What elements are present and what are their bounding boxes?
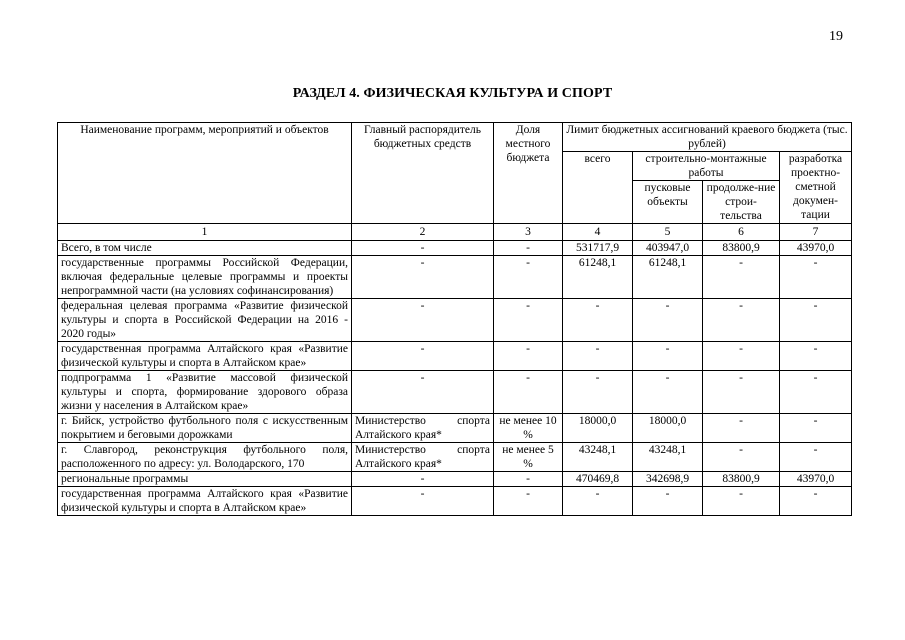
row-local-share: - [494, 371, 563, 414]
row-startup: 403947,0 [633, 241, 703, 256]
row-design: - [780, 371, 852, 414]
row-manager: - [352, 241, 494, 256]
row-startup: 342698,9 [633, 472, 703, 487]
header-local-share: Доля местного бюджета [494, 123, 563, 224]
row-design: 43970,0 [780, 241, 852, 256]
column-number: 2 [352, 224, 494, 241]
row-total: 531717,9 [563, 241, 633, 256]
table-row [58, 472, 852, 487]
row-design: - [780, 342, 852, 371]
header-startup: пусковые объекты [633, 181, 703, 224]
header-continuing: продолже-ние строи-тельства [703, 181, 780, 224]
row-continuing: - [703, 256, 780, 299]
column-number: 7 [780, 224, 852, 241]
row-local-share: - [494, 299, 563, 342]
row-local-share: не менее 10 % [494, 414, 563, 443]
row-manager: Министерство спорта Алтайского края* [352, 443, 494, 472]
column-number: 4 [563, 224, 633, 241]
row-total: 61248,1 [563, 256, 633, 299]
row-local-share: не менее 5 % [494, 443, 563, 472]
page-number: 19 [829, 29, 843, 44]
row-design: - [780, 299, 852, 342]
table-row [58, 299, 852, 342]
row-local-share: - [494, 342, 563, 371]
row-startup: - [633, 342, 703, 371]
row-total: 43248,1 [563, 443, 633, 472]
row-startup: - [633, 371, 703, 414]
row-continuing: 83800,9 [703, 472, 780, 487]
row-manager: - [352, 487, 494, 516]
row-name: государственные программы Российской Федерации, включая федеральные целевые программы и проекты непрограммной части (на условиях софинансирования) [58, 256, 352, 299]
row-design: - [780, 443, 852, 472]
row-total: - [563, 371, 633, 414]
table-row [58, 371, 852, 414]
row-design: - [780, 487, 852, 516]
row-continuing: - [703, 299, 780, 342]
row-local-share: - [494, 472, 563, 487]
row-total: - [563, 299, 633, 342]
row-startup: - [633, 487, 703, 516]
row-manager: Министерство спорта Алтайского края* [352, 414, 494, 443]
row-total: - [563, 487, 633, 516]
row-continuing: 83800,9 [703, 241, 780, 256]
column-number: 3 [494, 224, 563, 241]
row-local-share: - [494, 241, 563, 256]
row-total: 470469,8 [563, 472, 633, 487]
section-title: РАЗДЕЛ 4. ФИЗИЧЕСКАЯ КУЛЬТУРА И СПОРТ [292, 86, 613, 101]
table-row [58, 256, 852, 299]
header-manager: Главный распорядитель бюджетных средств [352, 123, 494, 224]
header-name: Наименование программ, мероприятий и объектов [58, 123, 352, 224]
column-number: 1 [58, 224, 352, 241]
row-name: федеральная целевая программа «Развитие физической культуры и спорта в Российской Федерации на 2016 - 2020 годы» [58, 299, 352, 342]
row-design: - [780, 256, 852, 299]
row-name: государственная программа Алтайского края «Развитие физической культуры и спорта в Алтайском крае» [58, 487, 352, 516]
table-row [58, 414, 852, 443]
row-name: государственная программа Алтайского края «Развитие физической культуры и спорта в Алтайском крае» [58, 342, 352, 371]
row-name: Всего, в том числе [58, 241, 352, 256]
row-manager: - [352, 371, 494, 414]
row-startup: - [633, 299, 703, 342]
row-design: 43970,0 [780, 472, 852, 487]
table-row [58, 443, 852, 472]
header-construction: строительно-монтажные работы [633, 152, 780, 181]
row-continuing: - [703, 414, 780, 443]
row-name: региональные программы [58, 472, 352, 487]
header-limit: Лимит бюджетных ассигнований краевого бюджета (тыс. рублей) [563, 123, 852, 152]
header-total: всего [563, 152, 633, 224]
row-continuing: - [703, 342, 780, 371]
row-name: г. Бийск, устройство футбольного поля с искусственным покрытием и беговыми дорожками [58, 414, 352, 443]
row-total: 18000,0 [563, 414, 633, 443]
row-continuing: - [703, 443, 780, 472]
column-number: 6 [703, 224, 780, 241]
row-total: - [563, 342, 633, 371]
row-local-share: - [494, 487, 563, 516]
row-manager: - [352, 342, 494, 371]
header-design: разработка проектно-сметной докумен-тации [780, 152, 852, 224]
row-manager: - [352, 299, 494, 342]
row-continuing: - [703, 371, 780, 414]
row-startup: 18000,0 [633, 414, 703, 443]
row-name: подпрограмма 1 «Развитие массовой физической культуры и спорта, формирование здорового образа жизни у населения в Алтайском крае» [58, 371, 352, 414]
row-startup: 61248,1 [633, 256, 703, 299]
budget-table [57, 122, 852, 516]
row-continuing: - [703, 487, 780, 516]
table-row [58, 487, 852, 516]
row-design: - [780, 414, 852, 443]
row-local-share: - [494, 256, 563, 299]
column-numbers-row [58, 224, 852, 241]
table-row [58, 241, 852, 256]
column-number: 5 [633, 224, 703, 241]
row-startup: 43248,1 [633, 443, 703, 472]
row-manager: - [352, 256, 494, 299]
table-row [58, 342, 852, 371]
row-name: г. Славгород, реконструкция футбольного поля, расположенного по адресу: ул. Володарского, 170 [58, 443, 352, 472]
row-manager: - [352, 472, 494, 487]
